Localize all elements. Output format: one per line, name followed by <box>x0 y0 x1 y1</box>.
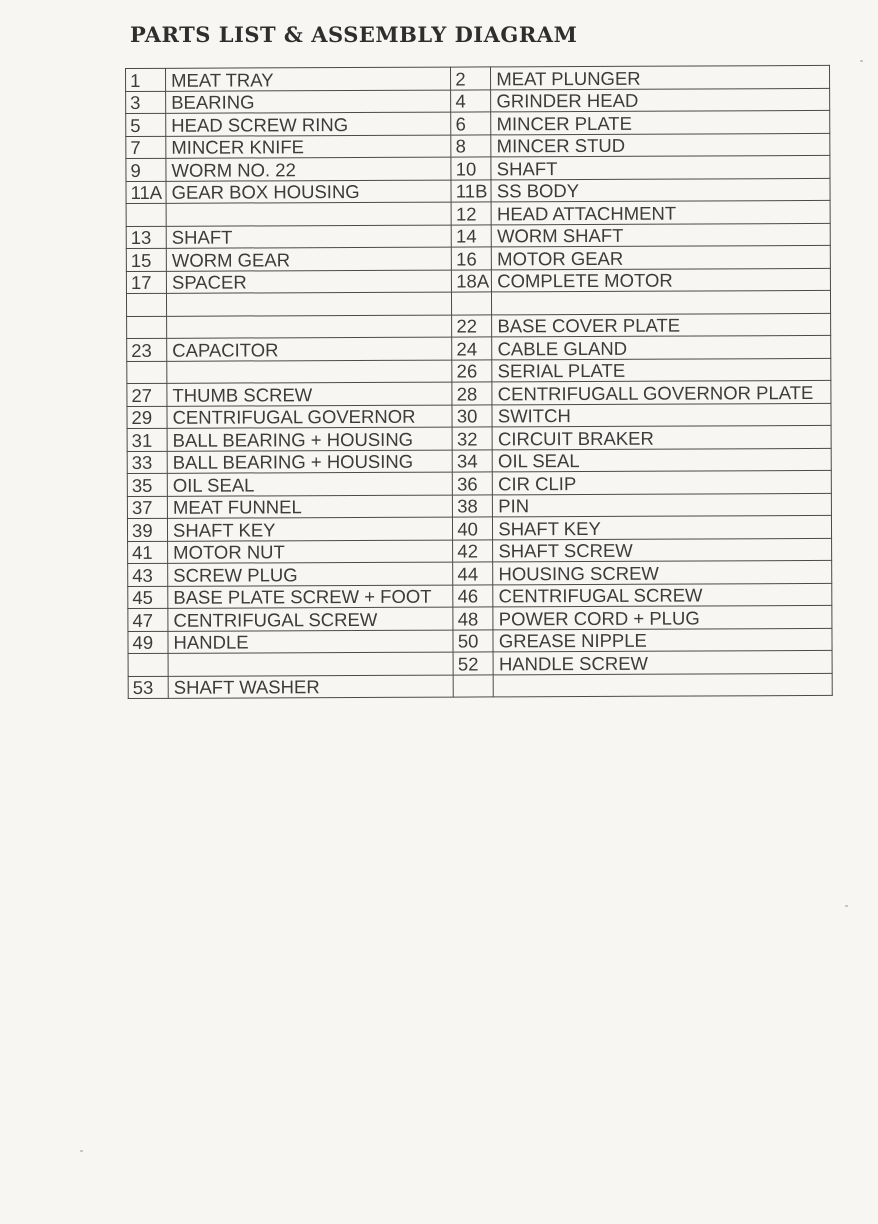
part-number-right: 42 <box>453 539 493 562</box>
part-number-left: 45 <box>128 586 168 609</box>
part-number-left: 23 <box>127 338 167 361</box>
parts-row <box>126 65 830 91</box>
part-name-left: SHAFT <box>166 225 451 249</box>
part-number-left: 27 <box>127 383 167 406</box>
part-number-left <box>126 293 166 316</box>
parts-row <box>126 268 830 294</box>
part-name-right: MOTOR GEAR <box>492 245 831 269</box>
part-number-right: 40 <box>453 517 493 540</box>
part-number-right: 6 <box>451 112 491 135</box>
parts-row <box>126 133 830 159</box>
part-number-right: 12 <box>451 202 491 225</box>
page-title: PARTS LIST & ASSEMBLY DIAGRAM <box>130 22 578 47</box>
part-name-left: BASE PLATE SCREW + FOOT <box>168 585 453 609</box>
parts-row <box>126 110 830 136</box>
part-number-right: 50 <box>453 629 493 652</box>
part-name-left: CENTRIFUGAL SCREW <box>168 607 453 631</box>
parts-row <box>127 403 831 429</box>
part-number-left: 43 <box>128 563 168 586</box>
part-number-right: 14 <box>451 224 491 247</box>
part-number-left: 29 <box>127 406 167 429</box>
part-name-right: COMPLETE MOTOR <box>492 268 831 292</box>
part-name-right: MINCER PLATE <box>491 110 830 134</box>
parts-row <box>126 223 830 249</box>
part-number-left <box>127 316 167 339</box>
part-name-right: HANDLE SCREW <box>493 650 832 674</box>
parts-row <box>126 200 830 226</box>
part-name-right: SWITCH <box>492 403 831 427</box>
part-number-right <box>453 674 493 697</box>
part-name-left: BALL BEARING + HOUSING <box>167 450 452 474</box>
part-name-right: SS BODY <box>491 178 830 202</box>
parts-row <box>127 425 831 451</box>
part-name-right: CIRCUIT BRAKER <box>492 425 831 449</box>
part-name-right: SERIAL PLATE <box>492 358 831 382</box>
part-number-left: 15 <box>126 248 166 271</box>
part-name-right: SHAFT <box>491 155 830 179</box>
part-name-left: MEAT FUNNEL <box>167 495 452 519</box>
part-number-right: 52 <box>453 652 493 675</box>
part-number-right: 34 <box>452 449 492 472</box>
part-name-right: CENTRIFUGAL SCREW <box>493 583 832 607</box>
part-name-left: SCREW PLUG <box>168 562 453 586</box>
part-name-right: HEAD ATTACHMENT <box>491 200 830 224</box>
parts-row <box>126 88 830 114</box>
part-name-left <box>168 652 453 676</box>
part-name-right: MEAT PLUNGER <box>491 65 830 89</box>
parts-row <box>127 448 831 474</box>
scan-speck <box>860 60 863 62</box>
parts-row <box>128 673 832 699</box>
part-name-right: PIN <box>493 493 832 517</box>
part-number-right: 18A <box>452 269 492 292</box>
part-number-left: 5 <box>126 113 166 136</box>
part-name-left: SPACER <box>166 270 451 294</box>
part-number-right: 8 <box>451 134 491 157</box>
parts-list-table <box>125 65 833 699</box>
part-number-right: 10 <box>451 157 491 180</box>
part-name-left: OIL SEAL <box>167 472 452 496</box>
part-number-right: 4 <box>451 89 491 112</box>
part-number-left: 39 <box>127 518 167 541</box>
part-name-left: BEARING <box>166 90 451 114</box>
parts-row <box>127 470 831 496</box>
part-name-left: BALL BEARING + HOUSING <box>167 427 452 451</box>
parts-row <box>126 155 830 181</box>
parts-row <box>127 335 831 361</box>
part-number-right: 48 <box>453 607 493 630</box>
part-name-right <box>492 290 831 314</box>
part-name-right: CENTRIFUGALL GOVERNOR PLATE <box>492 380 831 404</box>
part-number-left <box>126 203 166 226</box>
part-number-right: 36 <box>453 472 493 495</box>
parts-row <box>126 290 830 316</box>
parts-row <box>127 358 831 384</box>
part-number-left: 31 <box>127 428 167 451</box>
part-number-left: 3 <box>126 91 166 114</box>
part-name-right: BASE COVER PLATE <box>492 313 831 337</box>
part-number-left: 41 <box>128 541 168 564</box>
part-name-left: MOTOR NUT <box>168 540 453 564</box>
part-number-right: 26 <box>452 359 492 382</box>
part-number-left: 53 <box>128 676 168 699</box>
part-number-right: 22 <box>452 314 492 337</box>
part-name-left: MINCER KNIFE <box>166 135 451 159</box>
parts-row <box>128 605 832 631</box>
part-number-left: 7 <box>126 136 166 159</box>
part-name-left: WORM NO. 22 <box>166 157 451 181</box>
part-name-left: WORM GEAR <box>166 247 451 271</box>
parts-row <box>127 313 831 339</box>
part-number-right: 44 <box>453 562 493 585</box>
part-name-right: OIL SEAL <box>492 448 831 472</box>
part-name-left: SHAFT WASHER <box>168 675 453 699</box>
part-number-right: 30 <box>452 404 492 427</box>
parts-row <box>127 493 831 519</box>
part-number-left: 35 <box>127 473 167 496</box>
part-number-right: 2 <box>451 67 491 90</box>
parts-row <box>128 650 832 676</box>
part-number-left: 37 <box>127 496 167 519</box>
part-name-right: HOUSING SCREW <box>493 560 832 584</box>
parts-list-body <box>126 65 833 698</box>
part-name-right: POWER CORD + PLUG <box>493 605 832 629</box>
part-name-left <box>167 315 452 339</box>
part-number-right: 16 <box>452 247 492 270</box>
parts-row <box>128 560 832 586</box>
part-name-left: CENTRIFUGAL GOVERNOR <box>167 405 452 429</box>
part-number-left: 49 <box>128 631 168 654</box>
parts-row <box>127 515 831 541</box>
part-name-right: GRINDER HEAD <box>491 88 830 112</box>
part-number-left: 33 <box>127 451 167 474</box>
parts-row <box>128 628 832 654</box>
part-number-left <box>128 653 168 676</box>
part-number-right: 46 <box>453 584 493 607</box>
parts-row <box>127 380 831 406</box>
part-name-right: WORM SHAFT <box>491 223 830 247</box>
scan-speck <box>80 1150 83 1152</box>
parts-row <box>128 583 832 609</box>
part-number-left: 9 <box>126 158 166 181</box>
part-name-left <box>166 202 451 226</box>
part-name-left: SHAFT KEY <box>167 517 452 541</box>
part-name-right: GREASE NIPPLE <box>493 628 832 652</box>
parts-row <box>126 245 830 271</box>
part-name-right <box>493 673 832 697</box>
part-name-right: CIR CLIP <box>493 470 832 494</box>
part-number-right: 38 <box>453 494 493 517</box>
part-number-right: 32 <box>452 427 492 450</box>
part-number-left: 47 <box>128 608 168 631</box>
part-name-left: MEAT TRAY <box>166 67 451 91</box>
part-number-left: 11A <box>126 181 166 204</box>
parts-row <box>128 538 832 564</box>
part-name-left: CAPACITOR <box>167 337 452 361</box>
part-number-right <box>452 292 492 315</box>
part-name-right: MINCER STUD <box>491 133 830 157</box>
part-name-left <box>166 292 451 316</box>
part-name-left: HANDLE <box>168 630 453 654</box>
scan-speck <box>845 905 848 907</box>
parts-row <box>126 178 830 204</box>
part-number-left: 17 <box>126 271 166 294</box>
part-name-left: HEAD SCREW RING <box>166 112 451 136</box>
part-name-left: GEAR BOX HOUSING <box>166 180 451 204</box>
part-number-left: 1 <box>126 68 166 91</box>
part-number-left: 13 <box>126 226 166 249</box>
part-name-right: CABLE GLAND <box>492 335 831 359</box>
part-number-left <box>127 361 167 384</box>
part-name-left <box>167 360 452 384</box>
part-name-left: THUMB SCREW <box>167 382 452 406</box>
part-number-right: 28 <box>452 382 492 405</box>
part-number-right: 24 <box>452 337 492 360</box>
part-number-right: 11B <box>451 179 491 202</box>
part-name-right: SHAFT KEY <box>493 515 832 539</box>
part-name-right: SHAFT SCREW <box>493 538 832 562</box>
